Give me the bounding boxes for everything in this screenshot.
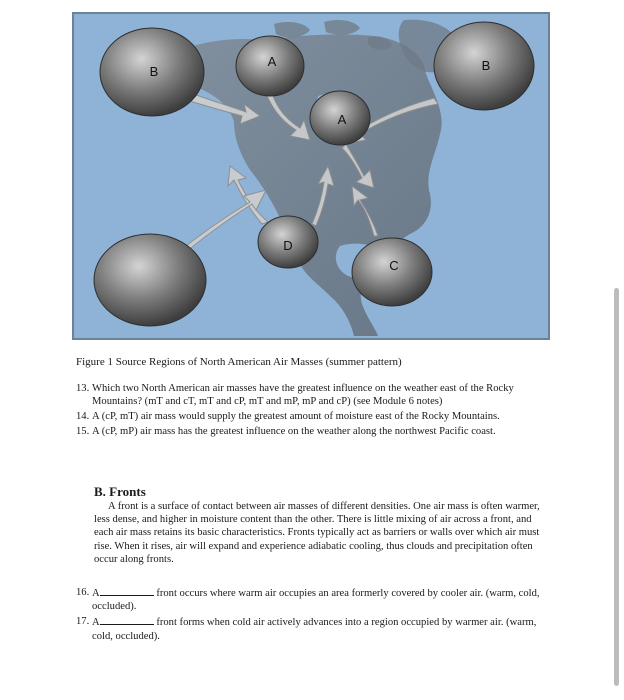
label-c: C (389, 258, 399, 273)
label-b-left: B (149, 64, 159, 79)
fill-in-list (76, 586, 556, 645)
question-text: A (cP, mT) air mass would supply the greatest amount of moisture east of the Rocky Mountains. (92, 411, 500, 422)
section-paragraph: A front is a surface of contact between air masses of different densities. One air mass is often warmer, less dense, and higher in moisture content than the other. There is little mixing of air across a front, and each air mass retains its basic characteristics. Fronts typically act as barriers or walls over which air must rise. When it rises, air will expand and experience adiabatic cooling, thus clouds and precipitation often occur along fronts. (94, 501, 540, 565)
question-text: Which two North American air masses have the greatest influence on the weather east of the Rocky Mountains? (mT and cT, mT and cP, mT and mP, mP and cP) (see Module 6 notes) (92, 383, 514, 407)
label-a-center: A (337, 112, 347, 127)
air-mass-map (72, 12, 550, 340)
label-a-top: A (267, 54, 277, 69)
fill-in-text: front occurs where warm air occupies an area formerly covered by cooler air. (warm, cold, occluded). (92, 588, 540, 613)
question-number: 15. (76, 426, 90, 437)
label-d: D (283, 238, 293, 253)
answer-blank[interactable] (100, 586, 154, 596)
fill-in-item (76, 615, 556, 642)
question-number: 14. (76, 411, 90, 422)
fill-in-item (76, 586, 556, 613)
question-item (76, 425, 556, 438)
fill-in-text: front forms when cold air actively advances into a region occupied by warmer air. (warm, cold, occluded). (92, 617, 537, 642)
question-list (76, 382, 556, 440)
answer-blank[interactable] (100, 615, 154, 625)
question-number: 16. (76, 587, 90, 598)
fill-in-prefix: A (92, 588, 100, 599)
air-mass-sw (94, 234, 206, 326)
question-text: A (cP, mP) air mass has the greatest influence on the weather along the northwest Pacific coast. (92, 426, 496, 437)
air-mass-map-graphic (74, 14, 548, 338)
fill-in-prefix: A (92, 617, 100, 629)
question-item (76, 382, 556, 408)
question-number: 17. (76, 616, 90, 628)
figure-caption: Figure 1 Source Regions of North American Air Masses (summer pattern) (76, 356, 402, 368)
section-title: B. Fronts (94, 484, 146, 499)
question-number: 13. (76, 383, 90, 394)
label-b-right: B (481, 58, 491, 73)
scrollbar[interactable] (614, 288, 619, 686)
question-item (76, 410, 556, 423)
